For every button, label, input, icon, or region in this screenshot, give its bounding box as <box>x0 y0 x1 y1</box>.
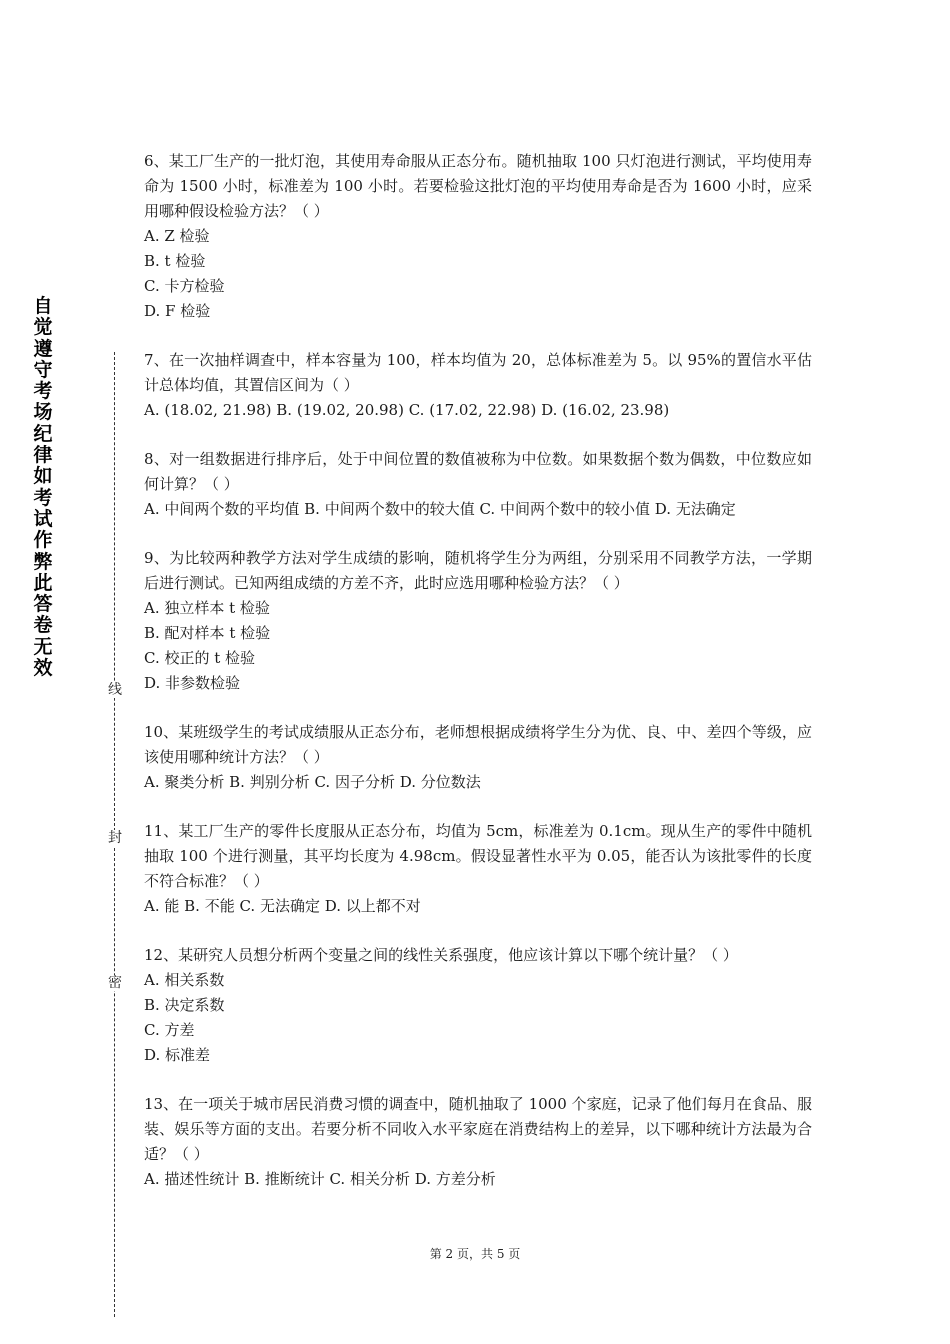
question-stem: 10、某班级学生的考试成绩服从正态分布，老师想根据成绩将学生分为优、良、中、差四个等级，应该使用哪种统计方法？（ ） <box>144 723 812 766</box>
option-d: D. 非参数检验 <box>144 674 241 692</box>
option-c: C. 方差 <box>144 1021 195 1039</box>
option-b: B. 决定系数 <box>144 996 225 1014</box>
question-11 <box>144 819 812 919</box>
question-stem: 9、为比较两种教学方法对学生成绩的影响，随机将学生分为两组，分别采用不同教学方法，一学期后进行测试。已知两组成绩的方差不齐，此时应选用哪种检验方法？（ ） <box>144 549 812 592</box>
question-stem: 8、对一组数据进行排序后，处于中间位置的数值被称为中位数。如果数据个数为偶数，中位数应如何计算？（ ） <box>144 450 812 493</box>
question-6 <box>144 149 812 324</box>
option-c: C. 卡方检验 <box>144 277 225 295</box>
binding-label-line: 线 <box>108 682 122 698</box>
option-b: B. t 检验 <box>144 252 206 270</box>
options-line: A. 聚类分析 B. 判别分析 C. 因子分析 D. 分位数法 <box>144 773 481 791</box>
question-10 <box>144 720 812 795</box>
question-list <box>144 149 812 1192</box>
question-stem: 11、某工厂生产的零件长度服从正态分布，均值为 5cm，标准差为 0.1cm。现从生产的零件中随机抽取 100 个进行测量，其平均长度为 4.98cm。假设显著性水平为 0.05，能否认为该批零件的长度不符合标准？（ ） <box>144 822 812 890</box>
side-warning: 自觉遵守考场纪律如考试作弊此答卷无效 <box>33 295 53 680</box>
options-line: A. 能 B. 不能 C. 无法确定 D. 以上都不对 <box>144 897 421 915</box>
question-7 <box>144 348 812 423</box>
option-a: A. Z 检验 <box>144 227 210 245</box>
question-8 <box>144 447 812 522</box>
option-b: B. 配对样本 t 检验 <box>144 624 271 642</box>
options-line: A. 描述性统计 B. 推断统计 C. 相关分析 D. 方差分析 <box>144 1170 496 1188</box>
option-d: D. F 检验 <box>144 302 211 320</box>
question-stem: 6、某工厂生产的一批灯泡，其使用寿命服从正态分布。随机抽取 100 只灯泡进行测试，平均使用寿命为 1500 小时，标准差为 100 小时。若要检验这批灯泡的平均使用寿命是否为 1600 小时，应采用哪种假设检验方法？（ ） <box>144 152 812 220</box>
binding-label-secret: 密 <box>108 975 122 991</box>
option-d: D. 标准差 <box>144 1046 211 1064</box>
options-line: A. 中间两个数的平均值 B. 中间两个数中的较大值 C. 中间两个数中的较小值 D. 无法确定 <box>144 500 736 518</box>
question-9 <box>144 546 812 696</box>
question-stem: 7、在一次抽样调查中，样本容量为 100，样本均值为 20，总体标准差为 5。以 95%的置信水平估计总体均值，其置信区间为（ ） <box>144 351 812 394</box>
question-12 <box>144 943 812 1068</box>
option-a: A. 独立样本 t 检验 <box>144 599 270 617</box>
question-stem: 12、某研究人员想分析两个变量之间的线性关系强度，他应该计算以下哪个统计量？（ ） <box>144 946 738 964</box>
page-number: 第 2 页，共 5 页 <box>429 1247 521 1261</box>
binding-label-seal: 封 <box>108 830 122 846</box>
question-13 <box>144 1092 812 1192</box>
option-a: A. 相关系数 <box>144 971 225 989</box>
question-stem: 13、在一项关于城市居民消费习惯的调查中，随机抽取了 1000 个家庭，记录了他们每月在食品、服装、娱乐等方面的支出。若要分析不同收入水平家庭在消费结构上的差异，以下哪种统计方法最为合适？（ ） <box>144 1095 812 1163</box>
option-c: C. 校正的 t 检验 <box>144 649 256 667</box>
options-line: A. (18.02, 21.98) B. (19.02, 20.98) C. (17.02, 22.98) D. (16.02, 23.98) <box>144 401 670 419</box>
